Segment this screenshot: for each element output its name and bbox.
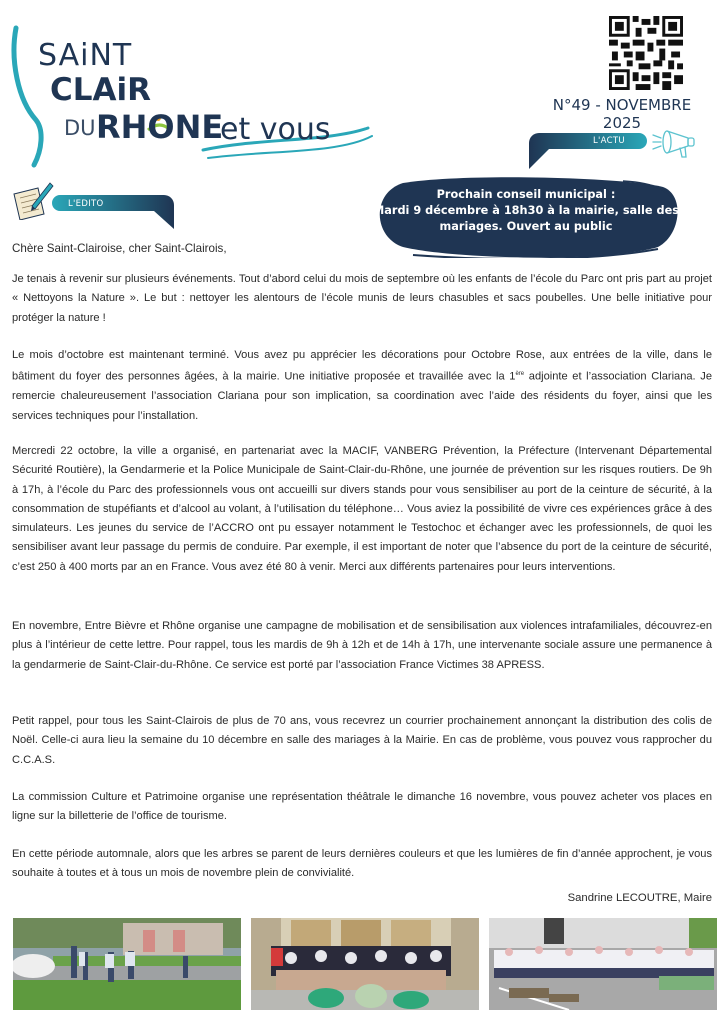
actu-label: L'ACTU <box>593 136 625 146</box>
edito-banner <box>52 193 177 229</box>
edito-label: L'EDITO <box>68 199 104 209</box>
logo-line-rhone: RHONE <box>96 108 224 146</box>
council-callout <box>373 175 679 258</box>
photo-children-group-bags <box>251 918 479 1010</box>
actu-banner <box>527 131 650 169</box>
logo-line-saint: SAiNT <box>38 38 133 73</box>
edito-paragraph: En cette période automnale, alors que les arbres se parent de leurs dernières couleurs et que les lumières de fin d’année approchent, je vous souhaite à toutes et à tous un mois de novembre plein de convivialité. <box>12 848 712 880</box>
callout-title: Prochain conseil municipal : <box>436 188 616 201</box>
actu-banner-shape <box>527 131 650 169</box>
issue-number: N°49 - NOVEMBRE 2025 <box>552 96 692 132</box>
photo-children-seated-courtyard <box>489 918 717 1010</box>
edito-paragraph: La commission Culture et Patrimoine organise une représentation théâtrale le dimanche 16 novembre, vous pouvez acheter vos places en ligne sur la billetterie de l’office de tourisme. <box>12 791 712 823</box>
megaphone-icon <box>652 127 700 159</box>
superscript-ere: ère <box>515 371 525 378</box>
logo-line-et-vous: et vous <box>220 112 331 147</box>
edito-paragraph <box>12 346 712 426</box>
callout-line-2: Mardi 9 décembre à 18h30 à la mairie, salle des <box>373 204 679 217</box>
notepad-pen-icon <box>12 180 54 220</box>
logo-line-du: DU <box>64 116 96 140</box>
edito-paragraph: Je tenais à revenir sur plusieurs événements. Tout d’abord celui du mois de septembre où les enfants de l’école du Parc ont pris part au projet « Nettoyons la Nature ». Le but : nettoyer les alentours de l’école munis de leurs chasubles et sacs poubelles. Une belle initiative pour protéger la nature ! <box>12 273 712 324</box>
callout-line-3: mariages. Ouvert au public <box>439 220 613 233</box>
paragraph-text-tail: adjointe et l’association Clariana. Je remercie chaleureusement l’association Clariana pour son implication, sa coordination avec l’aide des résidents du foyer, ainsi que les services techniques pour l’installation. <box>12 370 712 422</box>
edito-paragraph: Mercredi 22 octobre, la ville a organisé, en partenariat avec la MACIF, VANBERG Prévention, la Préfecture (Intervenant Départemental Sécurité Routière), la Gendarmerie et la Police Municipale de Saint-Clair-du-Rhône, une journée de prévention sur les risques routiers. De 9h à 17h, à l’école du Parc des professionnels vous ont accueilli sur divers stands pour vous sensibiliser au port de la ceinture de sécurité, à la consommation de stupéfiants et d’alcool au volant, à l’utilisation du téléphone… Vous aviez la possibilité de vivre ces expériences grâce à des simulateurs. Les jeunes du service de l’ACCRO ont pu essayer notamment le Testochoc et échanger avec les professionnels, de quoi les sensibiliser avant leur passage du permis de conduire. Par exemple, il est important de noter que l’absence du port de la ceinture de sécurité, c’est 250 à 400 morts par an en France. Vous avez été 80 à venir. Merci aux différents partenaires pour leurs interventions. <box>12 445 712 573</box>
callout-text <box>373 187 679 235</box>
paragraph-text: Le mois d’octobre est maintenant terminé. Vous avez pu apprécier les décorations pour Octobre Rose, aux entrées de la ville, dans le bâtiment du foyer des personnes âgées, à la mairie. Une initiative proposée et travaillée avec la 1 <box>12 349 712 383</box>
qr-code-icon[interactable] <box>609 16 683 90</box>
signature: Sandrine LECOUTRE, Maire <box>567 892 712 904</box>
logo-line-clair: CLAiR <box>50 72 151 108</box>
salutation: Chère Saint-Clairoise, cher Saint-Clairois, <box>12 242 227 255</box>
edito-paragraph: En novembre, Entre Bièvre et Rhône organise une campagne de mobilisation et de sensibilisation aux violences intrafamiliales, découvrez-en plus à l’intérieur de cette lettre. Pour rappel, tous les mardis de 9h à 12h et de 14h à 17h, une intervenante sociale assure une permanence à la gendarmerie de Saint-Clair-du-Rhône. Ce service est porté par l’association France Victimes 38 APRESS. <box>12 620 712 671</box>
edito-paragraph: Petit rappel, pour tous les Saint-Clairois de plus de 70 ans, vous recevrez un courrier prochainement annonçant la distribution des colis de Noël. Celle-ci aura lieu la semaine du 10 décembre en salle des mariages à la Mairie. En cas de problème, vous pouvez vous rapprocher du C.C.A.S. <box>12 715 712 766</box>
photo-children-cleanup-outdoor <box>13 918 241 1010</box>
logo-saint-clair-du-rhone <box>8 20 378 170</box>
